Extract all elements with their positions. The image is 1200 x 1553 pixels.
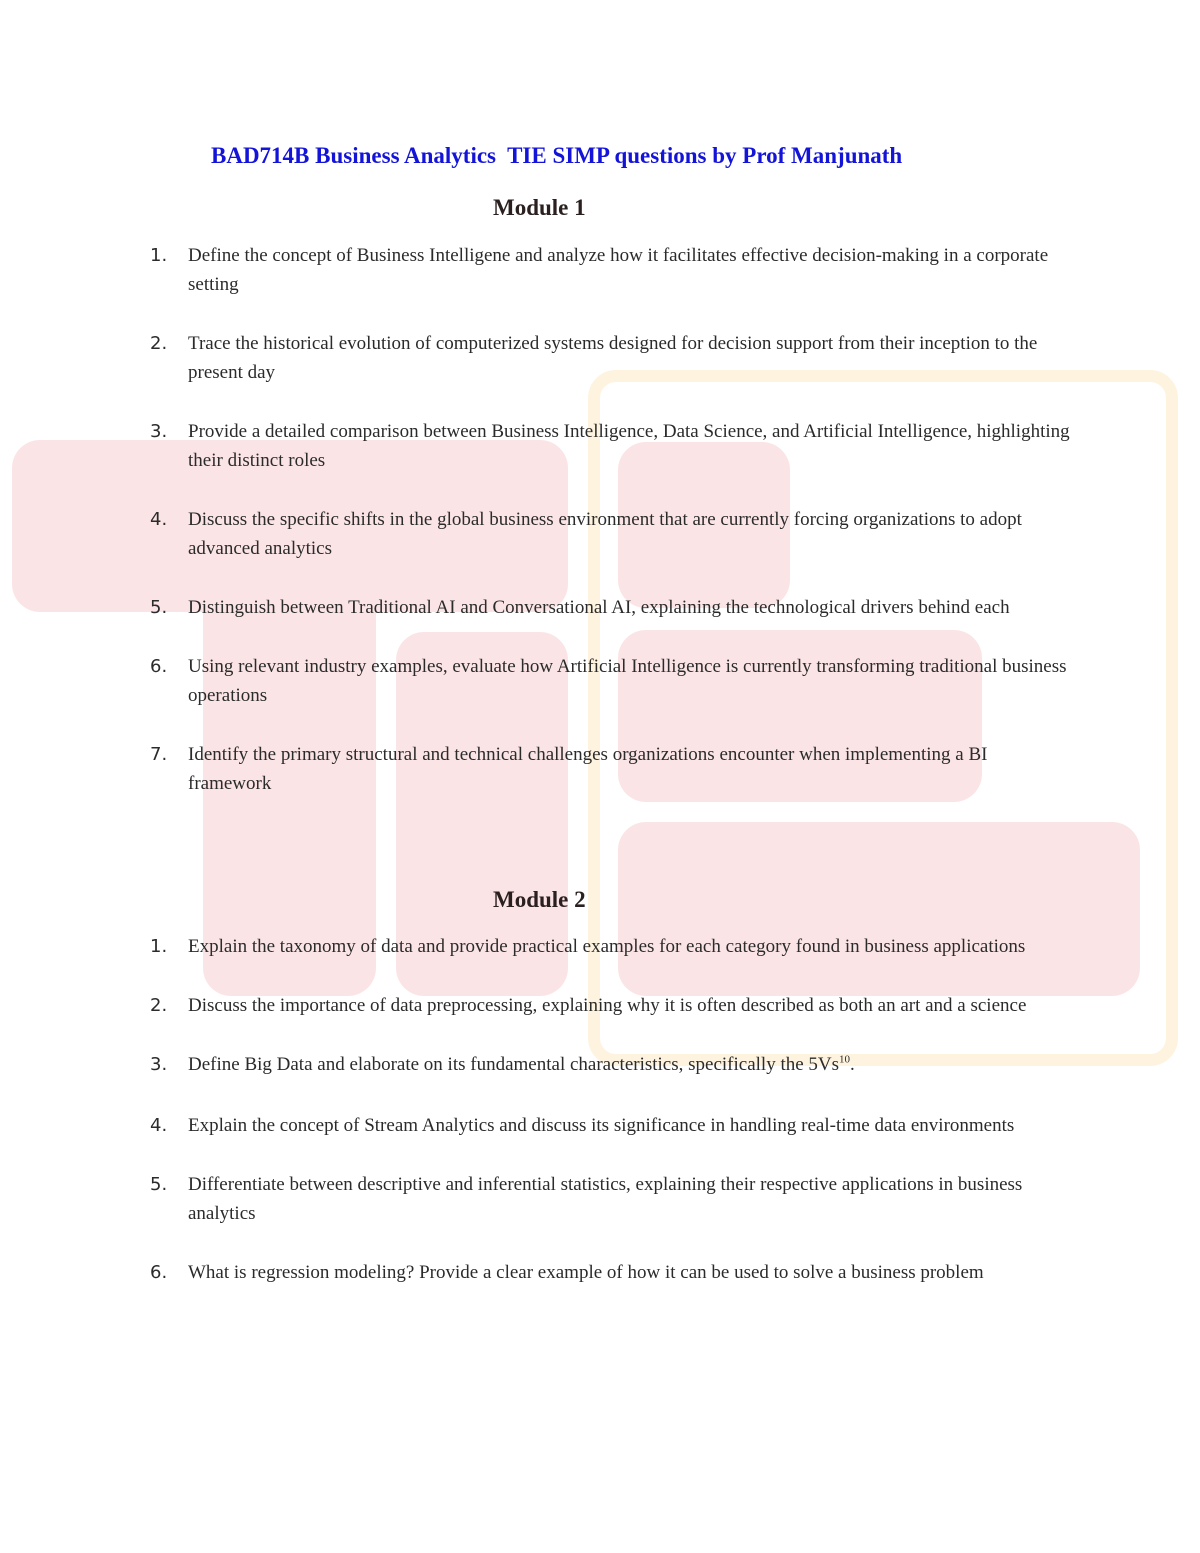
question-number: 5.: [150, 597, 168, 618]
question-number: 6.: [150, 656, 168, 677]
question-item: [150, 1111, 1075, 1140]
question-item: [150, 1258, 1075, 1287]
question-item: [150, 1050, 1075, 1079]
question-text-end: .: [850, 1054, 855, 1075]
question-item: [150, 740, 1075, 798]
question-number: 4.: [150, 509, 168, 530]
question-number: 1.: [150, 936, 168, 957]
question-text: Using relevant industry examples, evaluate how Artificial Intelligence is currently transforming traditional business operations: [188, 656, 1067, 706]
document-title: BAD714B Business Analytics TIE SIMP questions by Prof Manjunath: [211, 143, 903, 168]
question-number: 5.: [150, 1174, 168, 1195]
question-text: Identify the primary structural and technical challenges organizations encounter when implementing a BI framework: [188, 744, 988, 794]
question-text: Discuss the specific shifts in the global business environment that are currently forcing organizations to adopt advanced analytics: [188, 509, 1022, 559]
module-2-heading: Module 2: [493, 887, 586, 912]
module-1-heading: Module 1: [493, 195, 586, 220]
question-item: [150, 932, 1075, 961]
question-item: [150, 593, 1075, 622]
question-number: 3.: [150, 421, 168, 442]
question-item: [150, 417, 1075, 475]
footnote-marker: 10: [839, 1053, 851, 1066]
question-number: 7.: [150, 744, 168, 765]
question-text: Define the concept of Business Intelligene and analyze how it facilitates effective decision-making in a corporate setting: [188, 245, 1049, 295]
module-1-question-list: [150, 241, 1075, 828]
question-text: Distinguish between Traditional AI and Conversational AI, explaining the technological drivers behind each: [188, 597, 1010, 618]
question-text: [188, 1054, 855, 1075]
question-text: Discuss the importance of data preprocessing, explaining why it is often described as both an art and a science: [188, 995, 1027, 1016]
question-text: Explain the taxonomy of data and provide practical examples for each category found in business applications: [188, 936, 1026, 957]
question-number: 2.: [150, 333, 168, 354]
question-number: 2.: [150, 995, 168, 1016]
question-number: 1.: [150, 245, 168, 266]
question-text: What is regression modeling? Provide a clear example of how it can be used to solve a business problem: [188, 1262, 984, 1283]
question-item: [150, 652, 1075, 710]
question-item: [150, 505, 1075, 563]
question-number: 3.: [150, 1054, 168, 1075]
question-text: Explain the concept of Stream Analytics and discuss its significance in handling real-time data environments: [188, 1115, 1015, 1136]
question-text: Trace the historical evolution of computerized systems designed for decision support from their inception to the present day: [188, 333, 1038, 383]
question-item: [150, 1170, 1075, 1228]
question-item: [150, 329, 1075, 387]
question-text-main: Define Big Data and elaborate on its fundamental characteristics, specifically the 5Vs: [188, 1054, 840, 1075]
question-number: 4.: [150, 1115, 168, 1136]
question-number: 6.: [150, 1262, 168, 1283]
question-item: [150, 241, 1075, 299]
question-text: Provide a detailed comparison between Business Intelligence, Data Science, and Artificial Intelligence, highlighting their distinct roles: [188, 421, 1070, 471]
question-text: Differentiate between descriptive and inferential statistics, explaining their respective applications in business analytics: [188, 1174, 1023, 1224]
question-item: [150, 991, 1075, 1020]
module-2-question-list: [150, 932, 1075, 1317]
